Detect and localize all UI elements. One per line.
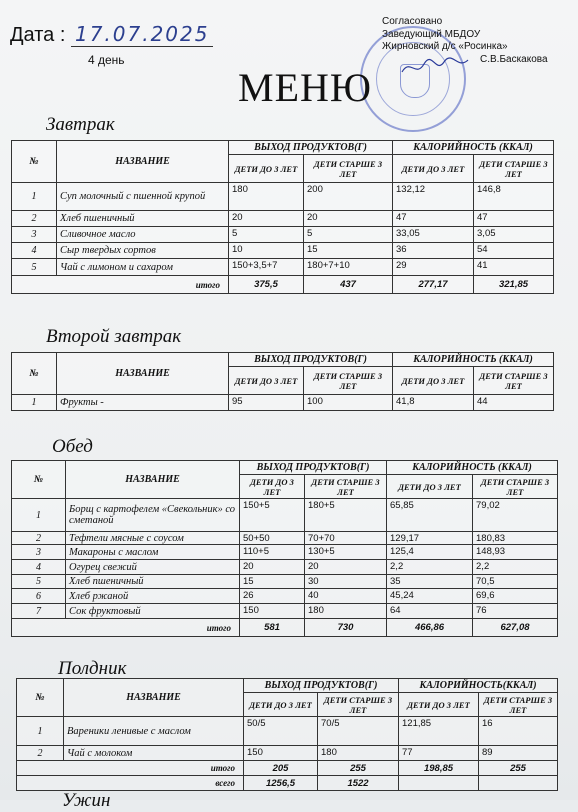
cell-value: 95	[229, 395, 304, 411]
approval-line: Жирновский д/с «Росинка»	[382, 41, 508, 52]
total-label: итого	[12, 276, 229, 294]
cell-num: 4	[12, 560, 66, 575]
cell-value: 129,17	[387, 532, 473, 545]
page-title: МЕНЮ	[238, 65, 372, 110]
cell-num: 7	[12, 604, 66, 619]
cell-value: 180	[318, 746, 399, 761]
date-label: Дата :	[10, 24, 66, 46]
col-name: НАЗВАНИЕ	[64, 679, 244, 717]
col-under3: ДЕТИ ДО 3 ЛЕТ	[393, 155, 474, 183]
cell-value: 30	[305, 575, 387, 589]
table-row	[12, 604, 558, 619]
col-name: НАЗВАНИЕ	[57, 353, 229, 395]
cell-value: 10	[229, 243, 304, 259]
total-value: 255	[479, 761, 558, 776]
cell-value: 16	[479, 717, 558, 746]
total-row	[12, 276, 554, 294]
total-row	[12, 619, 558, 637]
col-over3: ДЕТИ СТАРШЕ 3 ЛЕТ	[479, 693, 558, 717]
cell-value: 79,02	[473, 499, 558, 532]
cell-value: 44	[474, 395, 554, 411]
col-output: ВЫХОД ПРОДУКТОВ(Г)	[229, 353, 393, 367]
cell-value: 33,05	[393, 227, 474, 243]
cell-num: 1	[12, 499, 66, 532]
grand-total-row	[17, 776, 558, 791]
grand-total-value	[479, 776, 558, 791]
cell-num: 4	[12, 243, 57, 259]
cell-value: 50/5	[244, 717, 318, 746]
total-value: 277,17	[393, 276, 474, 294]
total-value: 581	[240, 619, 305, 637]
col-num: №	[12, 353, 57, 395]
grand-total-value: 1522	[318, 776, 399, 791]
cell-value: 180	[229, 183, 304, 211]
col-calories: КАЛОРИЙНОСТЬ (ККАЛ)	[387, 461, 558, 475]
second-breakfast-table	[11, 352, 554, 411]
cell-value: 20	[304, 211, 393, 227]
cell-name: Сок фруктовый	[66, 604, 240, 619]
cell-num: 5	[12, 259, 57, 276]
total-value: 730	[305, 619, 387, 637]
col-over3: ДЕТИ СТАРШЕ 3 ЛЕТ	[304, 155, 393, 183]
cell-name: Макароны с маслом	[66, 545, 240, 560]
cell-value: 148,93	[473, 545, 558, 560]
table-row	[12, 243, 554, 259]
cell-name: Хлеб ржаной	[66, 589, 240, 604]
cell-num: 5	[12, 575, 66, 589]
section-title-dinner: Ужин	[62, 790, 111, 811]
cell-name: Чай с лимоном и сахаром	[57, 259, 229, 276]
table-row	[17, 717, 558, 746]
cell-value: 70,5	[473, 575, 558, 589]
approval-line: Заведующий МБДОУ	[382, 28, 481, 40]
day-number: 4 день	[88, 53, 125, 67]
cell-value: 36	[393, 243, 474, 259]
col-num: №	[12, 141, 57, 183]
cell-value: 50+50	[240, 532, 305, 545]
col-calories: КАЛОРИЙНОСТЬ(ККАЛ)	[399, 679, 558, 693]
cell-name: Хлеб пшеничный	[66, 575, 240, 589]
cell-value: 5	[304, 227, 393, 243]
table-row	[12, 395, 554, 411]
cell-name: Борщ с картофелем «Свекольник» со сметаной	[66, 499, 240, 532]
cell-num: 1	[12, 395, 57, 411]
cell-num: 1	[12, 183, 57, 211]
col-over3: ДЕТИ СТАРШЕ 3 ЛЕТ	[304, 367, 393, 395]
cell-value: 54	[474, 243, 554, 259]
cell-value: 110+5	[240, 545, 305, 560]
cell-value: 180+5	[305, 499, 387, 532]
grand-total-value: 1256,5	[244, 776, 318, 791]
date-value: 17.07.2025	[71, 22, 214, 47]
grand-total-label: всего	[17, 776, 244, 791]
col-calories: КАЛОРИЙНОСТЬ (ККАЛ)	[393, 353, 554, 367]
cell-num: 2	[17, 746, 64, 761]
cell-value: 5	[229, 227, 304, 243]
table-row	[12, 211, 554, 227]
section-title-breakfast: Завтрак	[46, 114, 115, 135]
col-over3: ДЕТИ СТАРШЕ 3 ЛЕТ	[318, 693, 399, 717]
table-row	[12, 499, 558, 532]
cell-value: 65,85	[387, 499, 473, 532]
total-value: 375,5	[229, 276, 304, 294]
total-value: 198,85	[399, 761, 479, 776]
col-output: ВЫХОД ПРОДУКТОВ(Г)	[229, 141, 393, 155]
cell-value: 70/5	[318, 717, 399, 746]
col-under3: ДЕТИ ДО 3 ЛЕТ	[387, 475, 473, 499]
cell-value: 150	[244, 746, 318, 761]
cell-value: 2,2	[387, 560, 473, 575]
cell-name: Сливочное масло	[57, 227, 229, 243]
lunch-table	[11, 460, 558, 637]
cell-name: Вареники ленивые с маслом	[64, 717, 244, 746]
table-row	[17, 746, 558, 761]
total-label: итого	[17, 761, 244, 776]
col-name: НАЗВАНИЕ	[66, 461, 240, 499]
cell-value: 29	[393, 259, 474, 276]
cell-value: 200	[304, 183, 393, 211]
cell-value: 150+3,5+7	[229, 259, 304, 276]
cell-name: Фрукты -	[57, 395, 229, 411]
cell-value: 64	[387, 604, 473, 619]
cell-value: 26	[240, 589, 305, 604]
table-row	[12, 183, 554, 211]
total-value: 627,08	[473, 619, 558, 637]
cell-value: 15	[240, 575, 305, 589]
grand-total-value	[399, 776, 479, 791]
cell-value: 40	[305, 589, 387, 604]
table-row	[12, 227, 554, 243]
cell-name: Чай с молоком	[64, 746, 244, 761]
cell-value: 41,8	[393, 395, 474, 411]
col-num: №	[12, 461, 66, 499]
col-over3: ДЕТИ СТАРШЕ 3 ЛЕТ	[473, 475, 558, 499]
section-title-snack: Полдник	[58, 658, 127, 679]
cell-value: 180+7+10	[304, 259, 393, 276]
cell-value: 146,8	[474, 183, 554, 211]
cell-name: Тефтели мясные с соусом	[66, 532, 240, 545]
cell-value: 2,2	[473, 560, 558, 575]
cell-value: 20	[240, 560, 305, 575]
cell-value: 47	[474, 211, 554, 227]
table-row	[12, 560, 558, 575]
cell-value: 130+5	[305, 545, 387, 560]
cell-name: Хлеб пшеничный	[57, 211, 229, 227]
table-row	[12, 589, 558, 604]
cell-name: Сыр твердых сортов	[57, 243, 229, 259]
breakfast-table	[11, 140, 554, 294]
approval-line: Согласовано	[382, 16, 443, 27]
col-over3: ДЕТИ СТАРШЕ 3 ЛЕТ	[474, 367, 554, 395]
col-over3: ДЕТИ СТАРШЕ 3 ЛЕТ	[474, 155, 554, 183]
col-under3: ДЕТИ ДО 3 ЛЕТ	[229, 155, 304, 183]
cell-value: 121,85	[399, 717, 479, 746]
table-row	[12, 532, 558, 545]
cell-value: 3,05	[474, 227, 554, 243]
approval-signatory: С.В.Баскакова	[480, 53, 548, 65]
col-under3: ДЕТИ ДО 3 ЛЕТ	[240, 475, 305, 499]
cell-num: 2	[12, 211, 57, 227]
col-under3: ДЕТИ ДО 3 ЛЕТ	[229, 367, 304, 395]
cell-value: 180	[305, 604, 387, 619]
snack-table	[16, 678, 558, 791]
total-row	[17, 761, 558, 776]
cell-name: Суп молочный с пшенной крупой	[57, 183, 229, 211]
total-value: 437	[304, 276, 393, 294]
col-calories: КАЛОРИЙНОСТЬ (ККАЛ)	[393, 141, 554, 155]
cell-value: 41	[474, 259, 554, 276]
total-value: 466,86	[387, 619, 473, 637]
cell-num: 1	[17, 717, 64, 746]
cell-value: 69,6	[473, 589, 558, 604]
cell-value: 47	[393, 211, 474, 227]
cell-value: 180,83	[473, 532, 558, 545]
total-value: 255	[318, 761, 399, 776]
approval-block	[382, 16, 548, 66]
cell-num: 2	[12, 532, 66, 545]
cell-num: 3	[12, 545, 66, 560]
cell-value: 15	[304, 243, 393, 259]
col-under3: ДЕТИ ДО 3 ЛЕТ	[244, 693, 318, 717]
total-value: 321,85	[474, 276, 554, 294]
cell-value: 76	[473, 604, 558, 619]
cell-value: 100	[304, 395, 393, 411]
cell-num: 3	[12, 227, 57, 243]
col-output: ВЫХОД ПРОДУКТОВ(Г)	[244, 679, 399, 693]
cell-value: 70+70	[305, 532, 387, 545]
total-label: итого	[12, 619, 240, 637]
cell-value: 77	[399, 746, 479, 761]
cell-value: 20	[229, 211, 304, 227]
col-name: НАЗВАНИЕ	[57, 141, 229, 183]
section-title-second-breakfast: Второй завтрак	[46, 326, 182, 347]
date-line	[10, 22, 213, 47]
col-under3: ДЕТИ ДО 3 ЛЕТ	[393, 367, 474, 395]
cell-value: 132,12	[393, 183, 474, 211]
table-row	[12, 545, 558, 560]
cell-value: 20	[305, 560, 387, 575]
section-title-lunch: Обед	[52, 436, 93, 457]
cell-num: 6	[12, 589, 66, 604]
cell-value: 89	[479, 746, 558, 761]
col-over3: ДЕТИ СТАРШЕ 3 ЛЕТ	[305, 475, 387, 499]
table-row	[12, 259, 554, 276]
col-num: №	[17, 679, 64, 717]
total-value: 205	[244, 761, 318, 776]
cell-value: 150	[240, 604, 305, 619]
col-under3: ДЕТИ ДО 3 ЛЕТ	[399, 693, 479, 717]
cell-value: 150+5	[240, 499, 305, 532]
cell-value: 35	[387, 575, 473, 589]
cell-name: Огурец свежий	[66, 560, 240, 575]
cell-value: 45,24	[387, 589, 473, 604]
col-output: ВЫХОД ПРОДУКТОВ(Г)	[240, 461, 387, 475]
table-row	[12, 575, 558, 589]
cell-value: 125,4	[387, 545, 473, 560]
